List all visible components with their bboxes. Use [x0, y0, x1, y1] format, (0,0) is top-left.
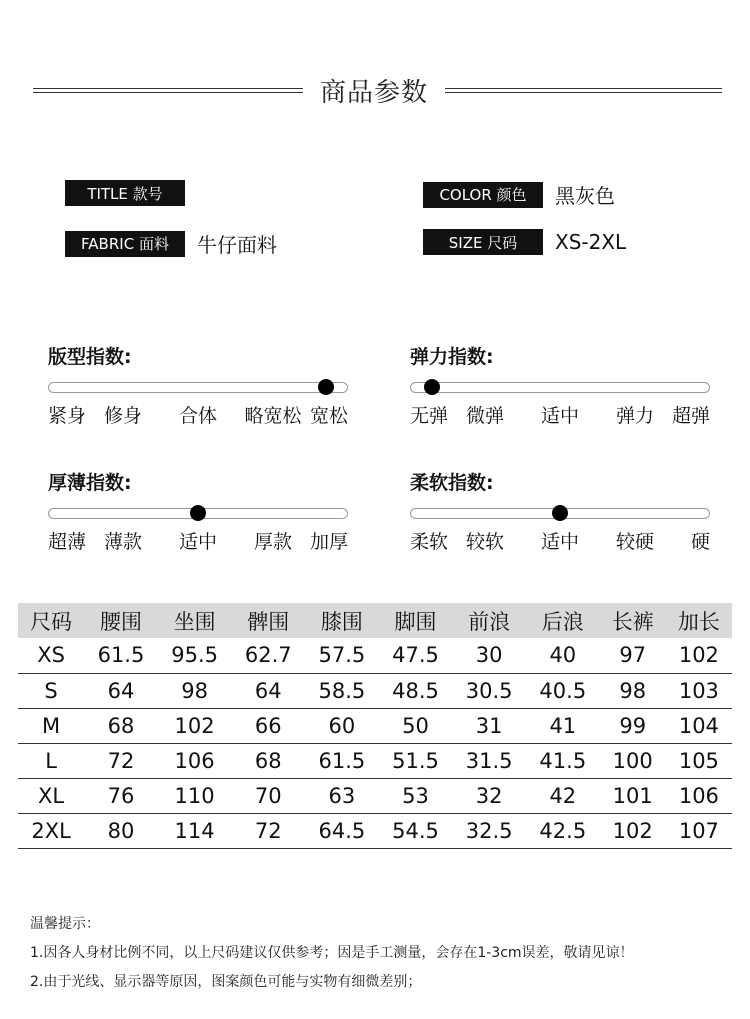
scale-label: 适中 — [540, 531, 580, 553]
scale-label: 加厚 — [309, 531, 348, 553]
table-cell: 40 — [526, 638, 600, 673]
table-cell: 98 — [158, 673, 232, 708]
table-cell: 53 — [379, 778, 453, 813]
scale-labels — [48, 401, 348, 427]
table-cell: 50 — [379, 708, 453, 743]
scale-label: 柔软 — [410, 531, 449, 553]
stretch-scale — [410, 342, 710, 427]
table-cell: 72 — [84, 743, 158, 778]
scale-label: 修身 — [103, 405, 143, 427]
table-cell: 32 — [452, 778, 526, 813]
table-cell: 68 — [231, 743, 305, 778]
scale-label: 厚款 — [253, 531, 293, 553]
size-table-header: 腰围 — [84, 603, 158, 638]
fit-scale — [48, 342, 348, 427]
table-cell: 57.5 — [305, 638, 379, 673]
scale-track — [48, 382, 348, 393]
scale-label: 薄款 — [103, 531, 143, 553]
table-cell: XL — [18, 778, 84, 813]
table-cell: S — [18, 673, 84, 708]
scale-label: 弹力 — [615, 405, 655, 427]
table-cell: 103 — [666, 673, 732, 708]
scale-track — [48, 508, 348, 519]
table-cell: 106 — [666, 778, 732, 813]
scale-labels — [48, 527, 348, 553]
table-cell: 76 — [84, 778, 158, 813]
table-cell: 31.5 — [452, 743, 526, 778]
table-cell: 106 — [158, 743, 232, 778]
table-cell: 63 — [305, 778, 379, 813]
table-cell: 72 — [231, 813, 305, 848]
size-tag: SIZE 尺码 — [423, 229, 543, 255]
table-cell: 48.5 — [379, 673, 453, 708]
table-cell: 2XL — [18, 813, 84, 848]
scale-title: 版型指数: — [48, 346, 132, 368]
scale-title: 柔软指数: — [410, 472, 494, 494]
table-cell: 51.5 — [379, 743, 453, 778]
table-cell: 80 — [84, 813, 158, 848]
table-cell: 31 — [452, 708, 526, 743]
size-table-header: 前浪 — [452, 603, 526, 638]
scale-label: 略宽松 — [244, 405, 302, 427]
table-cell: 60 — [305, 708, 379, 743]
scale-label: 超弹 — [671, 405, 710, 427]
table-cell: 98 — [600, 673, 666, 708]
table-cell: 64.5 — [305, 813, 379, 848]
size-table-header: 坐围 — [158, 603, 232, 638]
table-cell: 99 — [600, 708, 666, 743]
size-table-body — [18, 638, 732, 848]
scale-label: 较软 — [465, 531, 505, 553]
scale-label: 宽松 — [309, 405, 348, 427]
size-table-header: 膝围 — [305, 603, 379, 638]
table-row — [18, 778, 732, 813]
size-value: XS-2XL — [555, 230, 627, 254]
table-cell: 101 — [600, 778, 666, 813]
table-row — [18, 813, 732, 848]
size-table-header-row — [18, 603, 732, 638]
scale-label: 无弹 — [410, 405, 449, 427]
table-cell: 47.5 — [379, 638, 453, 673]
scale-label: 适中 — [178, 531, 218, 553]
table-cell: 61.5 — [84, 638, 158, 673]
header-divider-left — [33, 88, 303, 93]
scale-track — [410, 382, 710, 393]
section-header — [0, 70, 750, 110]
table-cell: 68 — [84, 708, 158, 743]
table-cell: 61.5 — [305, 743, 379, 778]
scale-knob — [318, 379, 334, 395]
table-cell: 95.5 — [158, 638, 232, 673]
tips-item-1: 1.因各人身材比例不同，以上尺码建议仅供参考；因是手工测量，会存在1-3cm误差，敬请见谅！ — [30, 945, 634, 961]
table-cell: 64 — [84, 673, 158, 708]
scale-labels — [410, 401, 710, 427]
table-row — [18, 638, 732, 673]
size-table-header: 尺码 — [18, 603, 84, 638]
fabric-tag: FABRIC 面料 — [65, 231, 185, 257]
table-cell: 41.5 — [526, 743, 600, 778]
size-table-header: 长裤 — [600, 603, 666, 638]
table-row — [18, 708, 732, 743]
color-value: 黑灰色 — [555, 184, 615, 208]
size-table-header: 髀围 — [231, 603, 305, 638]
scale-title: 厚薄指数: — [48, 472, 132, 494]
table-cell: XS — [18, 638, 84, 673]
table-cell: 100 — [600, 743, 666, 778]
page-title: 商品参数 — [319, 78, 428, 108]
table-cell: 105 — [666, 743, 732, 778]
table-cell: 114 — [158, 813, 232, 848]
fabric-value: 牛仔面料 — [197, 233, 277, 257]
table-cell: 107 — [666, 813, 732, 848]
tips-section — [30, 910, 730, 997]
scale-label: 合体 — [178, 405, 218, 427]
size-table — [18, 603, 732, 849]
size-table-header: 脚围 — [379, 603, 453, 638]
scale-label: 超薄 — [48, 531, 87, 553]
table-cell: 102 — [666, 638, 732, 673]
softness-scale — [410, 468, 710, 553]
size-table-header: 加长 — [666, 603, 732, 638]
title-tag: TITLE 款号 — [65, 180, 185, 206]
table-cell: 102 — [158, 708, 232, 743]
info-size-row — [423, 229, 626, 255]
scale-label: 硬 — [690, 531, 710, 553]
table-cell: L — [18, 743, 84, 778]
color-tag: COLOR 颜色 — [423, 182, 543, 208]
table-cell: 32.5 — [452, 813, 526, 848]
tips-title: 温馨提示： — [30, 916, 100, 932]
scale-knob — [190, 505, 206, 521]
table-cell: 30 — [452, 638, 526, 673]
table-cell: 97 — [600, 638, 666, 673]
header-divider-right — [445, 88, 722, 93]
table-cell: 64 — [231, 673, 305, 708]
scale-label: 紧身 — [48, 405, 87, 427]
scale-label: 较硬 — [615, 531, 655, 553]
table-cell: 66 — [231, 708, 305, 743]
size-table-header: 后浪 — [526, 603, 600, 638]
table-cell: 40.5 — [526, 673, 600, 708]
info-fabric-row — [65, 229, 277, 258]
table-cell: 30.5 — [452, 673, 526, 708]
scale-track — [410, 508, 710, 519]
scale-labels — [410, 527, 710, 553]
tips-item-2: 2.由于光线、显示器等原因，图案颜色可能与实物有细微差别； — [30, 974, 422, 990]
scale-title: 弹力指数: — [410, 346, 494, 368]
table-cell: 42 — [526, 778, 600, 813]
info-color-row — [423, 180, 615, 209]
table-cell: 41 — [526, 708, 600, 743]
thickness-scale — [48, 468, 348, 553]
table-row — [18, 743, 732, 778]
table-cell: 62.7 — [231, 638, 305, 673]
table-cell: 102 — [600, 813, 666, 848]
table-row — [18, 673, 732, 708]
table-cell: 42.5 — [526, 813, 600, 848]
table-cell: 54.5 — [379, 813, 453, 848]
scale-knob — [552, 505, 568, 521]
info-title-row — [65, 180, 197, 206]
scale-knob — [424, 379, 440, 395]
table-cell: 58.5 — [305, 673, 379, 708]
table-cell: 104 — [666, 708, 732, 743]
scale-label: 微弹 — [465, 405, 505, 427]
table-cell: 110 — [158, 778, 232, 813]
table-cell: M — [18, 708, 84, 743]
scale-label: 适中 — [540, 405, 580, 427]
table-cell: 70 — [231, 778, 305, 813]
